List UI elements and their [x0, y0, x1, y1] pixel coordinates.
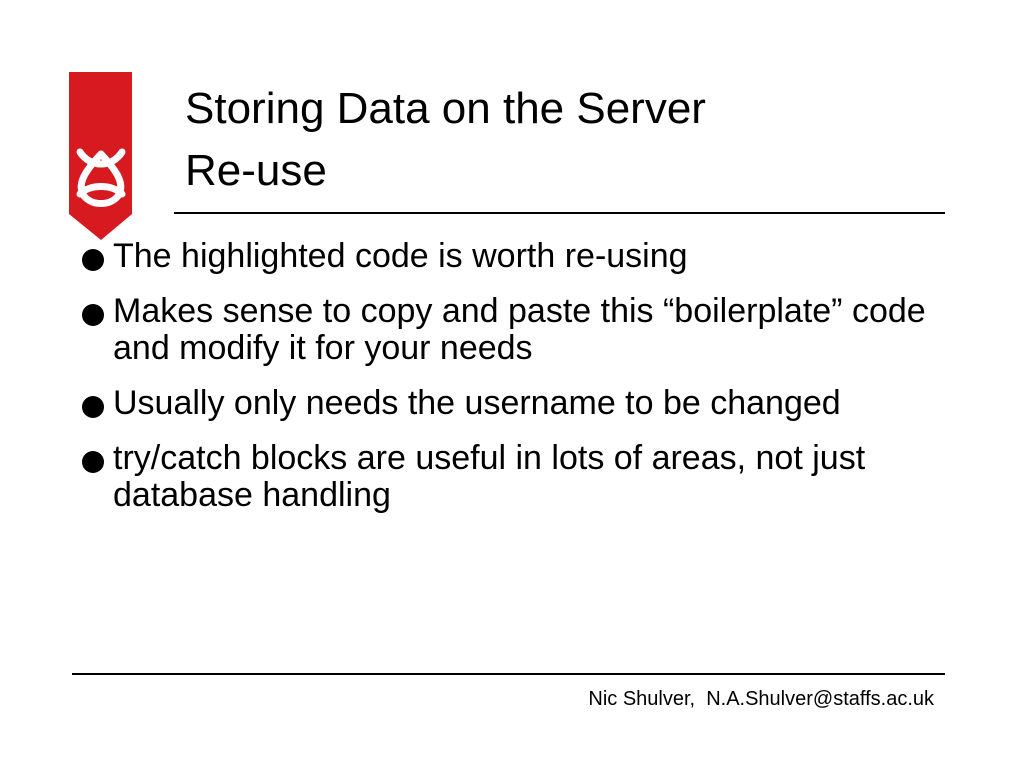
bullet-text: The highlighted code is worth re-using [113, 237, 688, 275]
bullet-list [82, 238, 952, 532]
slide-title-line-1: Storing Data on the Server [185, 84, 706, 133]
footer-author-contact: Nic Shulver, N.A.Shulver@staffs.ac.uk [588, 688, 934, 710]
footer-divider [72, 673, 945, 675]
bullet-icon [82, 249, 104, 271]
bullet-text: Usually only needs the username to be changed [113, 384, 841, 422]
bullet-item [82, 293, 952, 367]
staffordshire-knot-logo-icon [66, 72, 136, 240]
bullet-text: try/catch blocks are useful in lots of areas, not just database handling [113, 439, 866, 514]
slide-title-line-2: Re-use [185, 146, 327, 195]
slide-title [185, 78, 945, 202]
bullet-icon [82, 396, 104, 418]
bullet-item [82, 440, 952, 514]
title-divider [174, 212, 945, 214]
bullet-item [82, 238, 952, 275]
bullet-icon [82, 451, 104, 473]
bullet-text: Makes sense to copy and paste this “boilerplate” code and modify it for your needs [113, 292, 926, 367]
bullet-item [82, 385, 952, 422]
bullet-icon [82, 304, 104, 326]
